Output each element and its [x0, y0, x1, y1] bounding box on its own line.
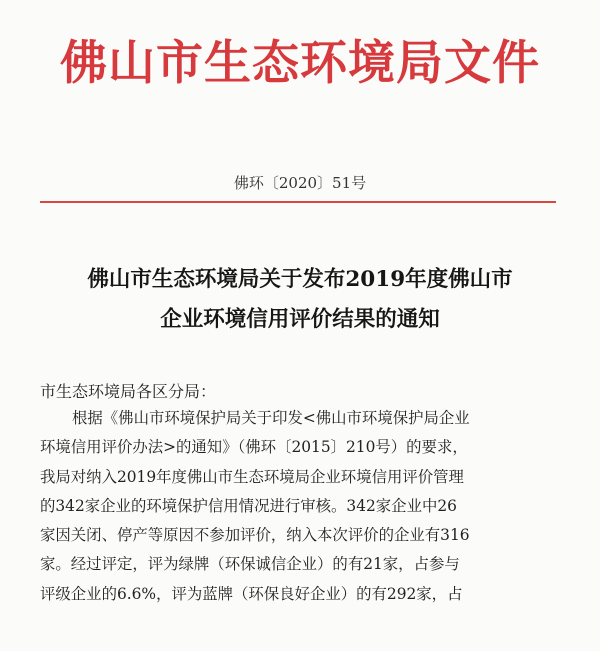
- document-number: 佛环〔2020〕51号: [233, 174, 367, 192]
- body-line: 根据《佛山市环境保护局关于印发<佛山市环境保护局企业: [72, 409, 470, 427]
- body-paragraph: [40, 404, 560, 609]
- body-line: 家因关闭、停产等原因不参加评价，纳入本次评价的企业有316: [40, 526, 470, 545]
- body-line: 评级企业的6.6%，评为蓝牌（环保良好企业）的有292家，占: [40, 584, 463, 603]
- notice-title-line-1: 佛山市生态环境局关于发布2019年度佛山市: [87, 267, 513, 292]
- body-line: 我局对纳入2019年度佛山市生态环境局企业环境信用评价管理: [40, 467, 464, 486]
- letterhead-title: 佛山市生态环境局文件: [60, 36, 540, 91]
- notice-title-line-2: 企业环境信用评价结果的通知: [160, 307, 440, 332]
- addressee: 市生态环境局各区分局：: [40, 382, 217, 401]
- body-line: 家。经过评定，评为绿牌（环保诚信企业）的有21家，占参与: [40, 555, 460, 574]
- body-line: 环境信用评价办法>的通知》（佛环〔2015〕210号）的要求，: [40, 438, 468, 457]
- red-divider-line: [40, 201, 556, 203]
- body-line: 的342家企业的环境保护信用情况进行审核。342家企业中26: [40, 496, 457, 515]
- notice-title: [0, 260, 600, 340]
